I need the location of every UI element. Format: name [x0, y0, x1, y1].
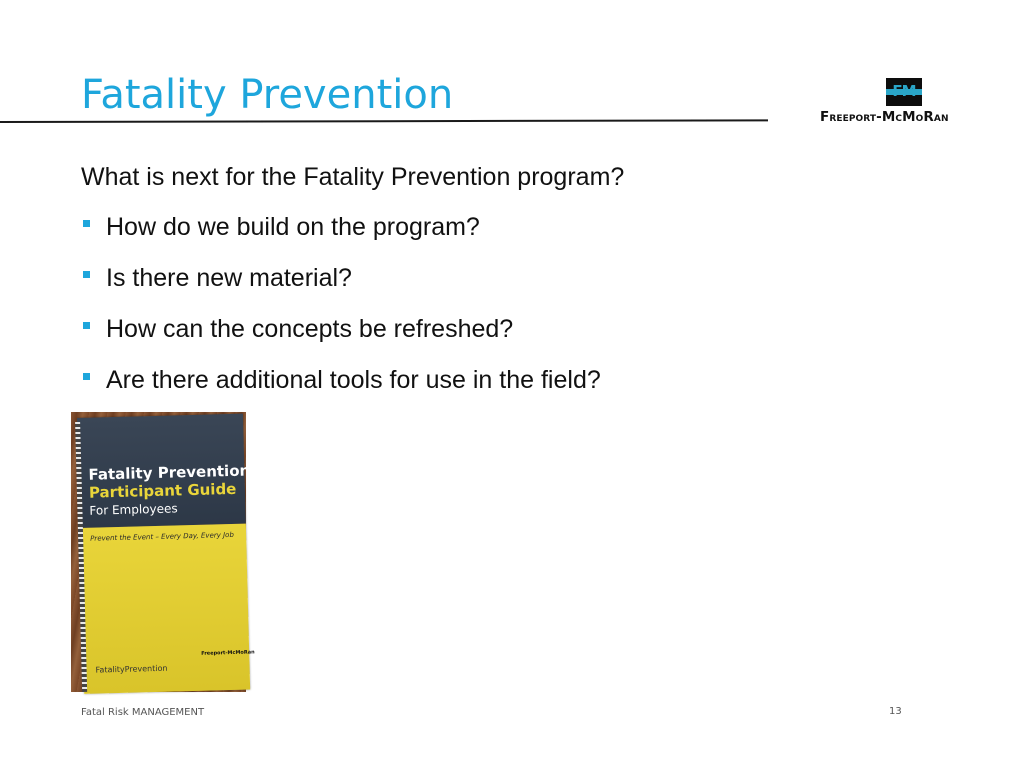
bullet-square-icon: [83, 271, 90, 278]
bullet-square-icon: [83, 220, 90, 227]
page-number: 13: [889, 706, 902, 717]
guide-booklet: [77, 414, 255, 694]
bullet-text: How can the concepts be refreshed?: [106, 315, 514, 343]
title-divider: [0, 119, 768, 123]
bullet-text: Is there new material?: [106, 264, 352, 292]
bullet-square-icon: [83, 322, 90, 329]
bullet-text: How do we build on the program?: [106, 213, 480, 241]
lead-question: What is next for the Fatality Prevention program?: [81, 163, 625, 191]
logo-wordmark: Freeport-McMoRan: [820, 109, 949, 125]
participant-guide-photo: [71, 412, 255, 692]
logo-mark-letters: FM: [892, 82, 916, 100]
slide-title: Fatality Prevention: [81, 72, 454, 118]
booklet-title-line3: For Employees: [89, 501, 178, 518]
booklet-brand: FatalityPrevention: [95, 663, 168, 675]
company-logo: [820, 76, 992, 128]
booklet-title-line2: Participant Guide: [88, 479, 237, 502]
booklet-title-line1: Fatality Prevention: [88, 461, 251, 484]
booklet-logo: Freeport-McMoRan: [201, 649, 255, 657]
booklet-tagline: Prevent the Event – Every Day, Every Job: [90, 530, 234, 543]
slide-footer: Fatal Risk MANAGEMENT: [81, 707, 205, 718]
bullet-square-icon: [83, 373, 90, 380]
logo-mark-icon: [886, 78, 922, 106]
bullet-text: Are there additional tools for use in the field?: [106, 366, 601, 394]
